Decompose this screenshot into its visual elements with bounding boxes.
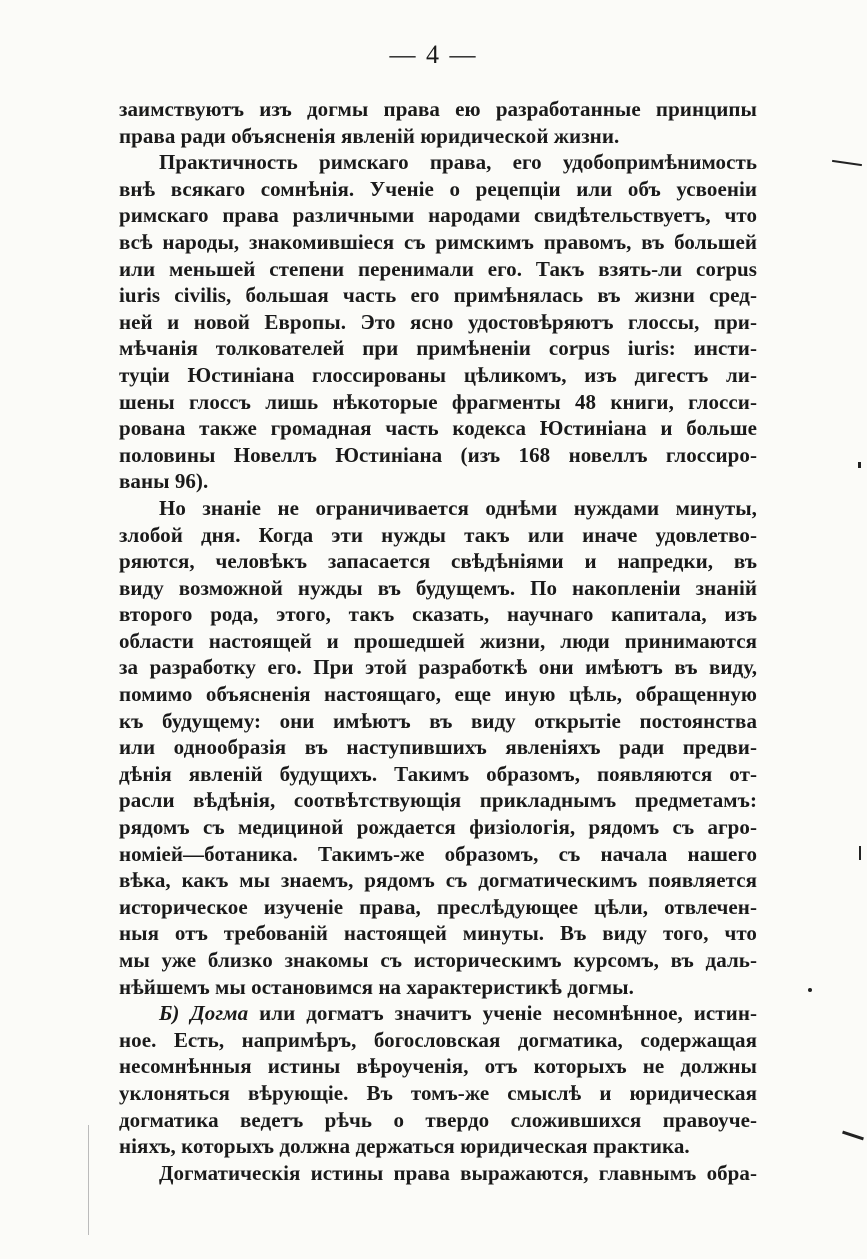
text-line: ней и новой Европы. Это ясно удостовѣряютъ глоссы, при- (119, 309, 757, 334)
text-line: всѣ народы, знакомившіеся съ римскимъ правомъ, въ большей (119, 229, 757, 254)
paragraph-2 (119, 149, 757, 495)
text-line: Но знаніе не ограничивается однѣми нуждами минуты, (159, 495, 757, 520)
text-line (119, 1000, 757, 1027)
text-line: мы уже близко знакомы съ историческимъ курсомъ, въ даль- (119, 948, 757, 972)
text-line: рядомъ съ медициной рождается физіологія, рядомъ съ агро- (119, 815, 757, 840)
section-heading-italic: Б) Догма (159, 1001, 249, 1026)
text-line: второго рода, этого, такъ сказать, научнаго капитала, изъ (119, 602, 757, 627)
margin-mark (832, 160, 862, 166)
text-line: дѣнія явленій будущихъ. Такимъ образомъ, появляются от- (119, 761, 757, 786)
text-line: Догматическія истины права выражаются, главнымъ обра- (159, 1160, 757, 1185)
text-line: уклоняться вѣрующіе. Въ томъ-же смыслѣ и юридическая (119, 1080, 757, 1105)
text-line: римскаго права различными народами свидѣтельствуетъ, что (119, 203, 757, 228)
text-line: злобой дня. Когда эти нужды такъ или иначе удовлетво- (119, 522, 757, 547)
text-line: ваны 96). (119, 469, 209, 494)
text-line: ныя отъ требованій настоящей минуты. Въ виду того, что (119, 921, 757, 946)
text-line: ное. Есть, напримѣръ, богословская догматика, содержащая (119, 1027, 757, 1052)
text-line: мѣчанія толкователей при примѣненіи corpus iuris: инсти- (119, 336, 757, 361)
text-line: iuris civilis, большая часть его примѣнялась въ жизни сред- (119, 283, 757, 308)
margin-mark (859, 846, 861, 860)
text-line: ряются, человѣкъ запасается свѣдѣніями и напредки, въ (119, 549, 757, 574)
text-line: историческое изученіе права, преслѣдующее цѣли, отвлечен- (119, 894, 757, 919)
text-line: къ будущему: они имѣютъ въ виду открытіе постоянства (119, 708, 757, 733)
text-line: за разработку его. При этой разработкѣ они имѣютъ въ виду, (119, 655, 757, 680)
page-edge-rule (88, 1125, 89, 1235)
text-line: догматика ведетъ рѣчь о твердо сложившихся правоуче- (119, 1107, 757, 1132)
text-line: половины Новеллъ Юстиніана (изъ 168 новеллъ глоссиро- (119, 442, 757, 467)
text-line: расли вѣдѣнія, соотвѣтствующія прикладнымъ предметамъ: (119, 788, 757, 813)
paragraph-3 (119, 495, 757, 1000)
paragraph-1 (119, 96, 757, 149)
margin-mark (842, 1131, 864, 1141)
text-line: заимствуютъ изъ догмы права ею разработанные принципы (119, 97, 757, 121)
text-line: номіей—ботаника. Такимъ-же образомъ, съ начала нашего (119, 841, 757, 866)
text-line: виду возможной нужды въ будущемъ. По накопленіи знаній (119, 575, 757, 600)
text-line: рована также громадная часть кодекса Юстиніана и больше (119, 416, 757, 441)
text-line-rest: или догматъ значитъ ученіе несомнѣнное, истин- (248, 1001, 758, 1026)
text-line: права ради объясненія явленій юридической жизни. (119, 123, 620, 148)
text-line: или меньшей степени перенимали его. Такъ взять-ли corpus (119, 256, 757, 281)
paragraph-4 (119, 1000, 757, 1160)
text-line: помимо объясненія настоящаго, еще иную цѣль, обращенную (119, 682, 757, 707)
text-line: области настоящей и прошедшей жизни, люди принимаются (119, 628, 757, 653)
text-line: туціи Юстиніана глоссированы цѣликомъ, изъ дигестъ ли- (119, 362, 757, 387)
text-line: ніяхъ, которыхъ должна держаться юридическая практика. (119, 1134, 690, 1159)
margin-mark (808, 988, 812, 992)
paragraph-5 (119, 1160, 757, 1187)
text-line: или однообразія въ наступившихъ явленіяхъ ради предви- (119, 735, 757, 760)
text-line: несомнѣнныя истины вѣроученія, отъ которыхъ не должны (119, 1054, 757, 1079)
text-line: вѣка, какъ мы знаемъ, рядомъ съ догматическимъ появляется (119, 868, 757, 893)
text-line: Практичность римскаго права, его удобопримѣнимость (159, 150, 757, 175)
text-line: внѣ всякаго сомнѣнія. Ученіе о рецепціи или объ усвоеніи (119, 176, 757, 201)
text-line: шены глоссъ лишь нѣкоторые фрагменты 48 книги, глосси- (119, 389, 757, 414)
margin-mark (858, 462, 861, 468)
text-line: нѣйшемъ мы остановимся на характеристикѣ догмы. (119, 974, 634, 999)
page-number: — 4 — (389, 40, 478, 69)
body-text (119, 96, 757, 1186)
